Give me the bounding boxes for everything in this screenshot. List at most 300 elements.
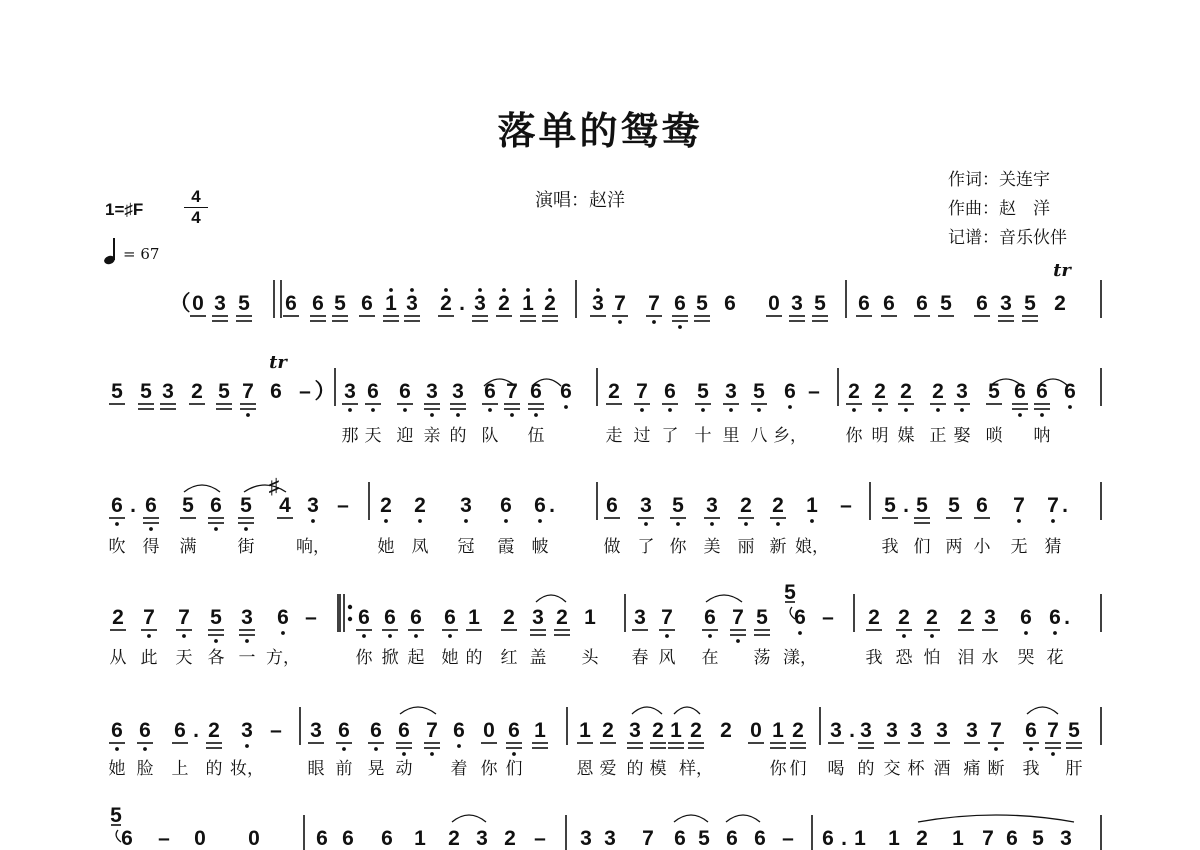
octave-dot [665, 634, 669, 638]
lyric-char: 正 [929, 426, 947, 446]
lyric-char: 我 [865, 648, 883, 668]
dash-mark: – [534, 827, 546, 850]
octave-dot [729, 408, 733, 412]
lyric-char: 红 [500, 648, 518, 668]
jianpu-note: 2 [602, 719, 614, 742]
lyric-char: 在 [701, 648, 719, 668]
octave-dot [736, 639, 740, 643]
lyric-char: 着 [450, 759, 468, 779]
slur-mark [452, 815, 486, 822]
trill-mark: tr [1053, 260, 1071, 281]
time-denominator: 4 [191, 208, 201, 227]
lyric-char: 从 [109, 648, 127, 668]
jianpu-note: 1 [579, 719, 591, 742]
lyric-char: 们 [913, 537, 931, 557]
jianpu-note: 5 [753, 380, 765, 403]
jianpu-note: 6 [398, 719, 410, 742]
jianpu-note: 6 [1049, 606, 1061, 629]
jianpu-note: 6 [316, 827, 328, 850]
octave-dot [214, 527, 218, 531]
octave-dot [430, 413, 434, 417]
octave-dot [403, 408, 407, 412]
lyric-char: 断 [987, 759, 1005, 779]
jianpu-note: 0 [248, 827, 260, 850]
lyric-char: 她 [108, 759, 126, 779]
jianpu-note: 2 [1054, 292, 1066, 315]
jianpu-note: 1 [522, 292, 534, 315]
jianpu-note: 2 [898, 606, 910, 629]
jianpu-note: 6 [1036, 380, 1048, 403]
jianpu-note: 6 [794, 606, 806, 629]
repeat-dot [348, 605, 352, 609]
lyric-char: 了 [637, 537, 655, 557]
octave-dot [852, 408, 856, 412]
jianpu-note: 1 [534, 719, 546, 742]
jianpu-note: 1 [806, 494, 818, 517]
octave-dot [878, 408, 882, 412]
jianpu-note: 0 [194, 827, 206, 850]
lyric-char: 无 [1010, 537, 1028, 557]
lyric-char: 队 [481, 426, 499, 446]
octave-dot [504, 519, 508, 523]
lyricist-credit: 作词：关连宇 [948, 170, 1050, 190]
jianpu-note: 0 [192, 292, 204, 315]
jianpu-note: 3 [706, 494, 718, 517]
jianpu-note: 7 [242, 380, 254, 403]
slur-mark [726, 815, 760, 822]
dash-mark: – [270, 719, 282, 742]
jianpu-note: 1 [385, 292, 397, 315]
jianpu-note: 5 [948, 494, 960, 517]
octave-dot [538, 519, 542, 523]
octave-dot [526, 288, 530, 292]
jianpu-note: 6 [338, 719, 350, 742]
grace-note: 5 [784, 581, 796, 604]
lyric-char: 媒 [897, 426, 915, 446]
jianpu-note: 4 [279, 494, 291, 517]
dot-mark: . [1062, 494, 1068, 517]
lyric-char: 响， [296, 537, 330, 557]
jianpu-note: 3 [1060, 827, 1072, 850]
slur-mark [400, 707, 436, 714]
jianpu-note: 6 [111, 719, 123, 742]
jianpu-note: 7 [143, 606, 155, 629]
jianpu-note: 6 [1006, 827, 1018, 850]
jianpu-note: 6 [1020, 606, 1032, 629]
slur-mark [632, 707, 662, 714]
jianpu-note: 5 [756, 606, 768, 629]
slur-mark [1027, 707, 1058, 714]
octave-dot [430, 752, 434, 756]
jianpu-note: 1 [414, 827, 426, 850]
octave-dot [214, 639, 218, 643]
lyric-char: 丽 [737, 537, 755, 557]
lyric-char: 头 [581, 648, 599, 668]
jianpu-note: 3 [604, 827, 616, 850]
octave-dot [960, 408, 964, 412]
jianpu-note: 2 [498, 292, 510, 315]
jianpu-note: 3 [474, 292, 486, 315]
jianpu-note: 3 [532, 606, 544, 629]
jianpu-note: 6 [726, 827, 738, 850]
octave-dot [510, 413, 514, 417]
jianpu-note: 2 [848, 380, 860, 403]
dot-mark: . [841, 827, 847, 850]
octave-dot [311, 519, 315, 523]
jianpu-note: 6 [606, 494, 618, 517]
slur-mark [674, 707, 700, 714]
octave-dot [788, 405, 792, 409]
lyric-char: 美 [703, 537, 721, 557]
jianpu-note: 2 [690, 719, 702, 742]
octave-dot [244, 527, 248, 531]
dash-mark: – [808, 380, 820, 403]
jianpu-note: 3 [886, 719, 898, 742]
jianpu-note: 5 [988, 380, 1000, 403]
jianpu-note: 3 [241, 606, 253, 629]
octave-dot [371, 408, 375, 412]
jianpu-note: 3 [476, 827, 488, 850]
jianpu-note: 6 [534, 494, 546, 517]
slur-mark [244, 485, 286, 492]
octave-dot [444, 288, 448, 292]
jianpu-note: 6 [754, 827, 766, 850]
jianpu-note: 3 [936, 719, 948, 742]
octave-dot [548, 288, 552, 292]
octave-dot [652, 320, 656, 324]
octave-dot [388, 634, 392, 638]
lyric-char: 吹 [108, 537, 126, 557]
octave-dot [1024, 631, 1028, 635]
jianpu-note: 1 [772, 719, 784, 742]
close-paren: ） [314, 380, 336, 403]
octave-dot [448, 634, 452, 638]
jianpu-note: 6 [381, 827, 393, 850]
lyric-char: 走 [605, 426, 623, 446]
jianpu-note: 6 [312, 292, 324, 315]
jianpu-note: 2 [414, 494, 426, 517]
lyric-char: 的 [626, 759, 644, 779]
jianpu-note: 5 [218, 380, 230, 403]
lyric-char: 得 [142, 537, 160, 557]
lyric-char: 盖 [529, 648, 547, 668]
jianpu-note: 1 [468, 606, 480, 629]
lyric-char: 们 [789, 759, 807, 779]
jianpu-note: 3 [860, 719, 872, 742]
octave-dot [488, 408, 492, 412]
jianpu-note: 5 [814, 292, 826, 315]
lyric-char: 的 [465, 648, 483, 668]
octave-dot [362, 634, 366, 638]
octave-dot [384, 519, 388, 523]
octave-dot [810, 519, 814, 523]
jianpu-note: 3 [966, 719, 978, 742]
jianpu-note: 2 [792, 719, 804, 742]
lyric-char: 你 [669, 537, 687, 557]
jianpu-note: 6 [1064, 380, 1076, 403]
jianpu-note: 7 [426, 719, 438, 742]
trill-mark: tr [269, 352, 287, 373]
jianpu-note: 6 [976, 494, 988, 517]
lyric-char: 那 [341, 426, 359, 446]
jianpu-note: 7 [506, 380, 518, 403]
octave-dot [143, 747, 147, 751]
jianpu-note: 6 [1025, 719, 1037, 742]
jianpu-note: 3 [162, 380, 174, 403]
jianpu-note: 6 [367, 380, 379, 403]
octave-dot [456, 413, 460, 417]
lyric-char: 脸 [136, 759, 154, 779]
octave-dot [668, 408, 672, 412]
slur-mark [918, 815, 1074, 822]
octave-dot [1018, 413, 1022, 417]
slur-mark [706, 595, 742, 602]
jianpu-note: 3 [791, 292, 803, 315]
jianpu-note: 5 [1068, 719, 1080, 742]
octave-dot [701, 408, 705, 412]
jianpu-note: 3 [984, 606, 996, 629]
time-numerator: 4 [191, 187, 201, 206]
octave-dot [798, 631, 802, 635]
jianpu-note: 7 [732, 606, 744, 629]
jianpu-note: 3 [406, 292, 418, 315]
lyric-char: 她 [377, 537, 395, 557]
lyric-char: 交 [883, 759, 901, 779]
octave-dot [245, 744, 249, 748]
jianpu-note: 2 [112, 606, 124, 629]
lyric-char: 你 [769, 759, 787, 779]
jianpu-note: 7 [982, 827, 994, 850]
lyric-char: 帔 [531, 537, 549, 557]
jianpu-note: 2 [504, 827, 516, 850]
lyric-char: 晃 [367, 759, 385, 779]
lyric-char: 街 [237, 537, 255, 557]
octave-dot [676, 522, 680, 526]
jianpu-note: 2 [772, 494, 784, 517]
lyric-char: 痛 [963, 759, 981, 779]
octave-dot [418, 519, 422, 523]
jianpu-note: 6 [704, 606, 716, 629]
jianpu-note: 6 [508, 719, 520, 742]
jianpu-note: 2 [191, 380, 203, 403]
lyric-char: 伍 [527, 426, 545, 446]
jianpu-note: 6 [370, 719, 382, 742]
repeat-dot [348, 617, 352, 621]
lyric-char: 喝 [827, 759, 845, 779]
octave-dot [149, 527, 153, 531]
jianpu-note: 6 [976, 292, 988, 315]
octave-dot [534, 413, 538, 417]
lyric-char: 娶 [953, 426, 971, 446]
octave-dot [1040, 413, 1044, 417]
dot-mark: . [130, 494, 136, 517]
octave-dot [640, 408, 644, 412]
jianpu-note: 3 [214, 292, 226, 315]
octave-dot [936, 408, 940, 412]
jianpu-note: 3 [830, 719, 842, 742]
lyric-char: 八 [750, 426, 768, 446]
lyric-char: 荡 [753, 648, 771, 668]
jianpu-note: 3 [634, 606, 646, 629]
jianpu-note: 5 [916, 494, 928, 517]
octave-dot [246, 413, 250, 417]
lyric-char: 掀 [381, 648, 399, 668]
lyric-char: 方， [266, 648, 300, 668]
jianpu-note: 6 [145, 494, 157, 517]
lyric-char: 她 [441, 648, 459, 668]
jianpu-note: 6 [858, 292, 870, 315]
lyric-char: 凤 [411, 537, 429, 557]
octave-dot [1051, 519, 1055, 523]
jianpu-note: 3 [1000, 292, 1012, 315]
jianpu-note: 6 [724, 292, 736, 315]
jianpu-note: 6 [342, 827, 354, 850]
dot-mark: . [1064, 606, 1070, 629]
jianpu-note: 3 [956, 380, 968, 403]
jianpu-note: 3 [640, 494, 652, 517]
lyric-char: 动 [395, 759, 413, 779]
jianpu-note: 6 [500, 494, 512, 517]
jianpu-note: 2 [448, 827, 460, 850]
dash-mark: – [782, 827, 794, 850]
jianpu-note: 3 [910, 719, 922, 742]
lyric-char: 上 [171, 759, 189, 779]
lyric-char: 小 [973, 537, 991, 557]
lyric-char: 酒 [933, 759, 951, 779]
octave-dot [115, 522, 119, 526]
jianpu-note: 3 [452, 380, 464, 403]
lyric-char: 呐 [1033, 426, 1051, 446]
jianpu-note: 0 [750, 719, 762, 742]
jianpu-note: 2 [503, 606, 515, 629]
jianpu-note: 2 [380, 494, 392, 517]
lyric-char: 亲 [423, 426, 441, 446]
jianpu-note: 5 [238, 292, 250, 315]
dash-mark: – [840, 494, 852, 517]
octave-dot [502, 288, 506, 292]
lyric-char: 满 [179, 537, 197, 557]
lyric-char: 新 [769, 537, 787, 557]
octave-dot [182, 634, 186, 638]
octave-dot [994, 747, 998, 751]
jianpu-note: 2 [900, 380, 912, 403]
octave-dot [115, 747, 119, 751]
lyric-char: 明 [871, 426, 889, 446]
octave-dot [374, 747, 378, 751]
octave-dot [757, 408, 761, 412]
lyric-char: 春 [631, 648, 649, 668]
lyric-char: 霞 [497, 537, 515, 557]
jianpu-note: 1 [952, 827, 964, 850]
lyric-char: 模 [649, 759, 667, 779]
jianpu-note: 6 [883, 292, 895, 315]
jianpu-note: 1 [888, 827, 900, 850]
slur-mark [674, 815, 708, 822]
lyric-char: 泪 [957, 648, 975, 668]
octave-dot [245, 639, 249, 643]
octave-dot [281, 631, 285, 635]
transcriber-credit: 记谱：音乐伙伴 [948, 228, 1067, 248]
dash-mark: – [158, 827, 170, 850]
dot-mark: . [849, 719, 855, 742]
jianpu-note: 2 [960, 606, 972, 629]
lyric-char: 了 [661, 426, 679, 446]
octave-dot [644, 522, 648, 526]
lyric-char: 里 [722, 426, 740, 446]
slur-mark [184, 485, 220, 492]
lyric-char: 杯 [907, 759, 925, 779]
lyric-char: 猜 [1044, 537, 1062, 557]
jianpu-note: 2 [208, 719, 220, 742]
jianpu-note: 5 [884, 494, 896, 517]
octave-dot [744, 522, 748, 526]
octave-dot [457, 744, 461, 748]
lyric-char: 乡， [773, 426, 807, 446]
jianpu-note: 5 [672, 494, 684, 517]
lyric-char: 此 [140, 648, 158, 668]
lyric-char: 过 [633, 426, 651, 446]
octave-dot [402, 752, 406, 756]
jianpu-note: 6 [560, 380, 572, 403]
lyric-char: 的 [449, 426, 467, 446]
jianpu-note: 2 [556, 606, 568, 629]
jianpu-note: 6 [444, 606, 456, 629]
jianpu-note: 2 [652, 719, 664, 742]
jianpu-note: 2 [608, 380, 620, 403]
dot-mark: . [549, 494, 555, 517]
jianpu-note: 3 [580, 827, 592, 850]
jianpu-note: 2 [916, 827, 928, 850]
octave-dot [147, 634, 151, 638]
lyric-char: 两 [945, 537, 963, 557]
jianpu-note: 5 [1024, 292, 1036, 315]
jianpu-note: 6 [384, 606, 396, 629]
jianpu-note: 7 [636, 380, 648, 403]
octave-dot [776, 522, 780, 526]
lyric-char: 风 [658, 648, 676, 668]
lyric-char: 你 [355, 648, 373, 668]
octave-dot [342, 747, 346, 751]
octave-dot [902, 634, 906, 638]
octave-dot [1029, 747, 1033, 751]
jianpu-note: 3 [629, 719, 641, 742]
lyric-char: 唢 [985, 426, 1003, 446]
jianpu-note: 2 [932, 380, 944, 403]
jianpu-note: 6 [174, 719, 186, 742]
lyric-char: 的 [857, 759, 875, 779]
octave-dot [1017, 519, 1021, 523]
octave-dot [1053, 631, 1057, 635]
lyric-char: 你 [845, 426, 863, 446]
jianpu-note: 1 [854, 827, 866, 850]
jianpu-note: 3 [241, 719, 253, 742]
jianpu-note: 7 [990, 719, 1002, 742]
jianpu-note: 6 [664, 380, 676, 403]
octave-dot [1068, 405, 1072, 409]
jianpu-note: 1 [584, 606, 596, 629]
jianpu-note: 7 [614, 292, 626, 315]
jianpu-note: 5 [182, 494, 194, 517]
slur-mark [536, 595, 566, 602]
octave-dot [708, 634, 712, 638]
jianpu-note: 6 [916, 292, 928, 315]
jianpu-note: 2 [740, 494, 752, 517]
dot-mark: . [193, 719, 199, 742]
lyric-char: 迎 [396, 426, 414, 446]
jianpu-note: 3 [592, 292, 604, 315]
jianpu-note: 6 [270, 380, 282, 403]
jianpu-note: 3 [307, 494, 319, 517]
